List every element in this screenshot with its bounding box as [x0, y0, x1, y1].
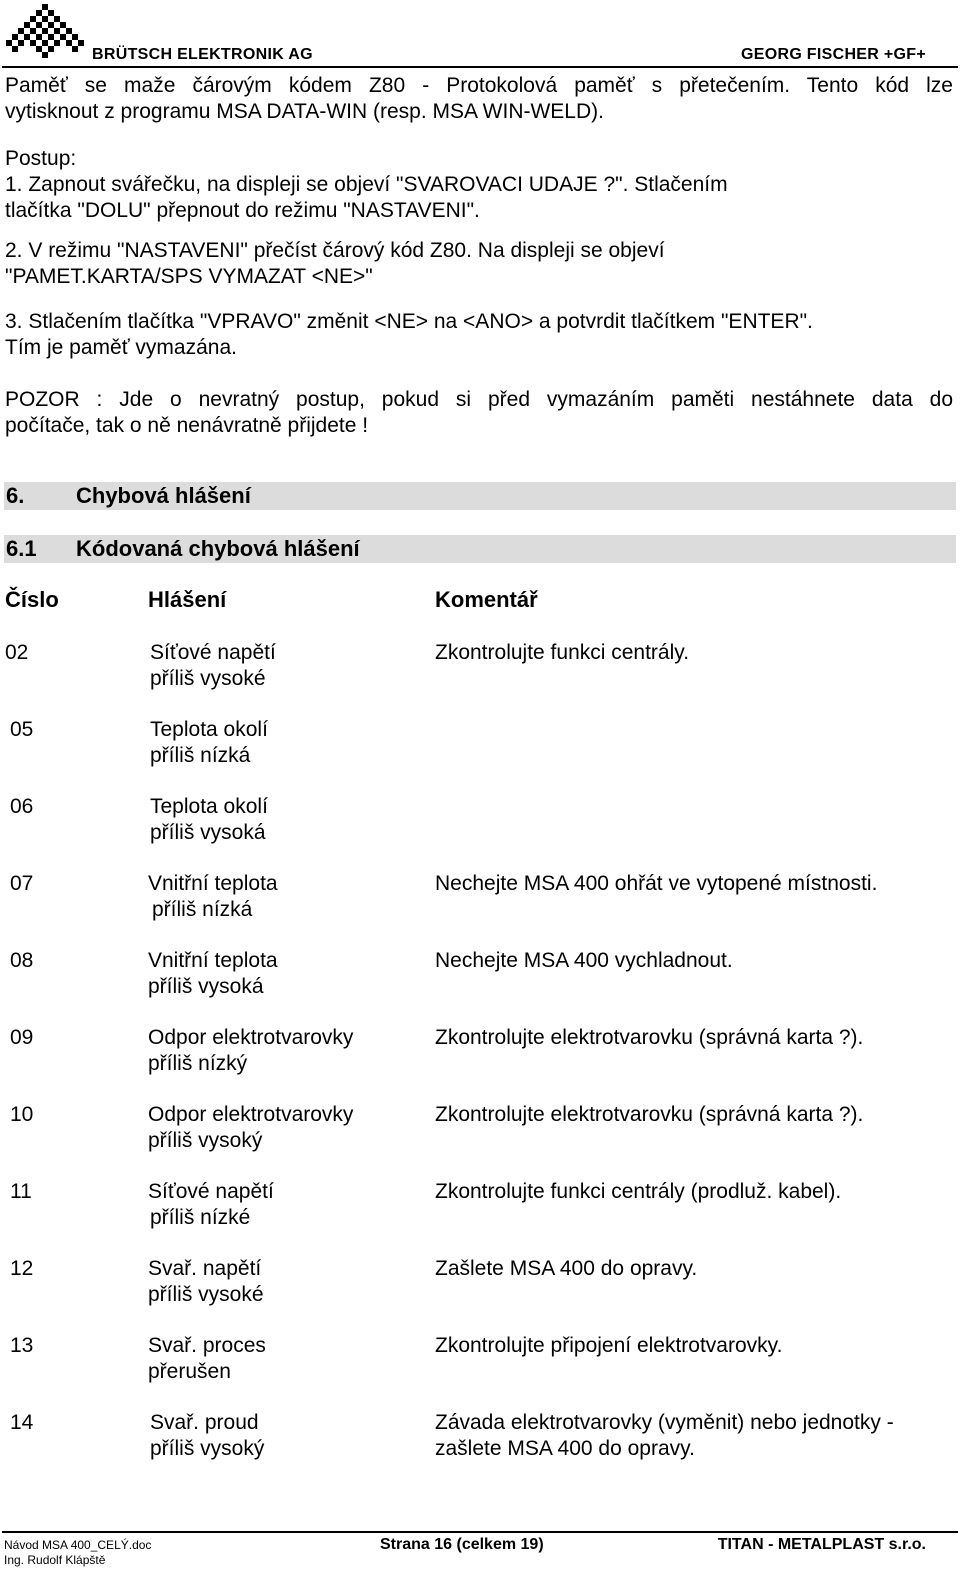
error-comment: Závada elektrotvarovky (vyměnit) nebo jednotky -	[435, 1411, 894, 1434]
error-comment-line2: zašlete MSA 400 do opravy.	[435, 1437, 695, 1460]
error-message-line2: příliš vysoká	[150, 821, 266, 844]
error-message-line2: přerušen	[148, 1360, 231, 1383]
error-message-line2: příliš vysoký	[148, 1129, 263, 1152]
column-header-comment: Komentář	[435, 587, 538, 612]
section-6-heading	[4, 482, 956, 510]
procedure-step3-line2: Tím je paměť vymazána.	[5, 336, 237, 359]
error-message-line2: příliš vysoký	[150, 1437, 265, 1460]
procedure-heading: Postup:	[5, 147, 77, 170]
error-message: Vnitřní teplota	[148, 949, 278, 972]
error-message: Odpor elektrotvarovky	[148, 1026, 354, 1049]
error-comment: Zkontrolujte funkci centrály (prodluž. kabel).	[435, 1180, 842, 1203]
error-code: 11	[10, 1180, 32, 1203]
error-code: 13	[10, 1334, 34, 1357]
section-6-1-title: Kódovaná chybová hlášení	[76, 536, 360, 561]
error-code: 14	[10, 1411, 34, 1434]
error-message-line2: příliš vysoké	[150, 667, 266, 690]
error-code: 10	[10, 1103, 34, 1126]
error-code: 06	[10, 795, 34, 818]
error-message-line2: příliš nízké	[150, 1206, 251, 1229]
section-6-1-number: 6.1	[6, 536, 37, 561]
intro-line-2: vytisknout z programu MSA DATA-WIN (resp. MSA WIN-WELD).	[5, 100, 604, 123]
footer-author: Ing. Rudolf Klápště	[4, 1553, 106, 1567]
procedure-step1-line2: tlačítka "DOLU" přepnout do režimu "NASTAVENI".	[5, 199, 480, 222]
error-message: Svař. napětí	[148, 1257, 262, 1280]
error-comment: Zašlete MSA 400 do opravy.	[435, 1257, 698, 1280]
error-comment: Zkontrolujte funkci centrály.	[435, 641, 690, 664]
error-message-line2: příliš nízký	[148, 1052, 248, 1075]
error-message: Svař. proces	[148, 1334, 266, 1357]
header-company-left: BRÜTSCH ELEKTRONIK AG	[92, 46, 313, 63]
procedure-step3-line1: 3. Stlačením tlačítka "VPRAVO" změnit <NE> na <ANO> a potvrdit tlačítkem "ENTER".	[5, 310, 813, 333]
error-message: Odpor elektrotvarovky	[148, 1103, 354, 1126]
error-comment: Nechejte MSA 400 ohřát ve vytopené místnosti.	[435, 872, 878, 895]
error-message-line2: příliš nízká	[152, 898, 253, 921]
error-code: 09	[10, 1026, 34, 1049]
section-6-1-heading	[4, 535, 956, 563]
procedure-step2-line1: 2. V režimu "NASTAVENI" přečíst čárový kód Z80. Na displeji se objeví	[5, 239, 665, 262]
error-message: Vnitřní teplota	[148, 872, 278, 895]
column-header-message: Hlášení	[148, 587, 227, 612]
error-message-line2: příliš nízká	[150, 744, 251, 767]
error-message-line2: příliš vysoké	[148, 1283, 264, 1306]
error-comment: Nechejte MSA 400 vychladnout.	[435, 949, 733, 972]
error-message: Teplota okolí	[150, 718, 268, 741]
error-message-line2: příliš vysoká	[148, 975, 264, 998]
section-6-number: 6.	[6, 483, 25, 508]
footer-document-name: Návod MSA 400_CELÝ.doc	[4, 1538, 152, 1552]
georg-fischer-logo-icon	[2, 2, 88, 62]
error-code: 07	[10, 872, 34, 895]
footer-divider	[2, 1531, 958, 1533]
error-message: Síťové napětí	[148, 1180, 274, 1203]
error-message: Svař. proud	[150, 1411, 259, 1434]
header-divider	[2, 66, 958, 68]
header-company-right: GEORG FISCHER +GF+	[741, 46, 926, 63]
error-code: 08	[10, 949, 34, 972]
error-message: Teplota okolí	[150, 795, 268, 818]
intro-line-1: Paměť se maže čárovým kódem Z80 - Protokolová paměť s přetečením. Tento kód lze	[5, 74, 953, 97]
error-comment: Zkontrolujte elektrotvarovku (správná karta ?).	[435, 1026, 864, 1049]
error-comment: Zkontrolujte připojení elektrotvarovky.	[435, 1334, 783, 1357]
column-header-number: Číslo	[5, 587, 59, 612]
error-code: 12	[10, 1257, 34, 1280]
procedure-step2-line2: "PAMET.KARTA/SPS VYMAZAT <NE>"	[5, 265, 373, 288]
footer-company: TITAN - METALPLAST s.r.o.	[717, 1536, 926, 1553]
error-code: 02	[5, 641, 29, 664]
warning-line-2: počítače, tak o ně nenávratně přijdete !	[5, 414, 369, 437]
section-6-title: Chybová hlášení	[76, 483, 251, 508]
error-message: Síťové napětí	[150, 641, 276, 664]
procedure-step1-line1: 1. Zapnout svářečku, na displeji se objeví "SVAROVACI UDAJE ?". Stlačením	[5, 173, 728, 196]
warning-line-1: POZOR : Jde o nevratný postup, pokud si před vymazáním paměti nestáhnete data do	[5, 388, 953, 411]
error-code: 05	[10, 718, 34, 741]
error-comment: Zkontrolujte elektrotvarovku (správná karta ?).	[435, 1103, 864, 1126]
footer-page-number: Strana 16 (celkem 19)	[380, 1536, 544, 1553]
